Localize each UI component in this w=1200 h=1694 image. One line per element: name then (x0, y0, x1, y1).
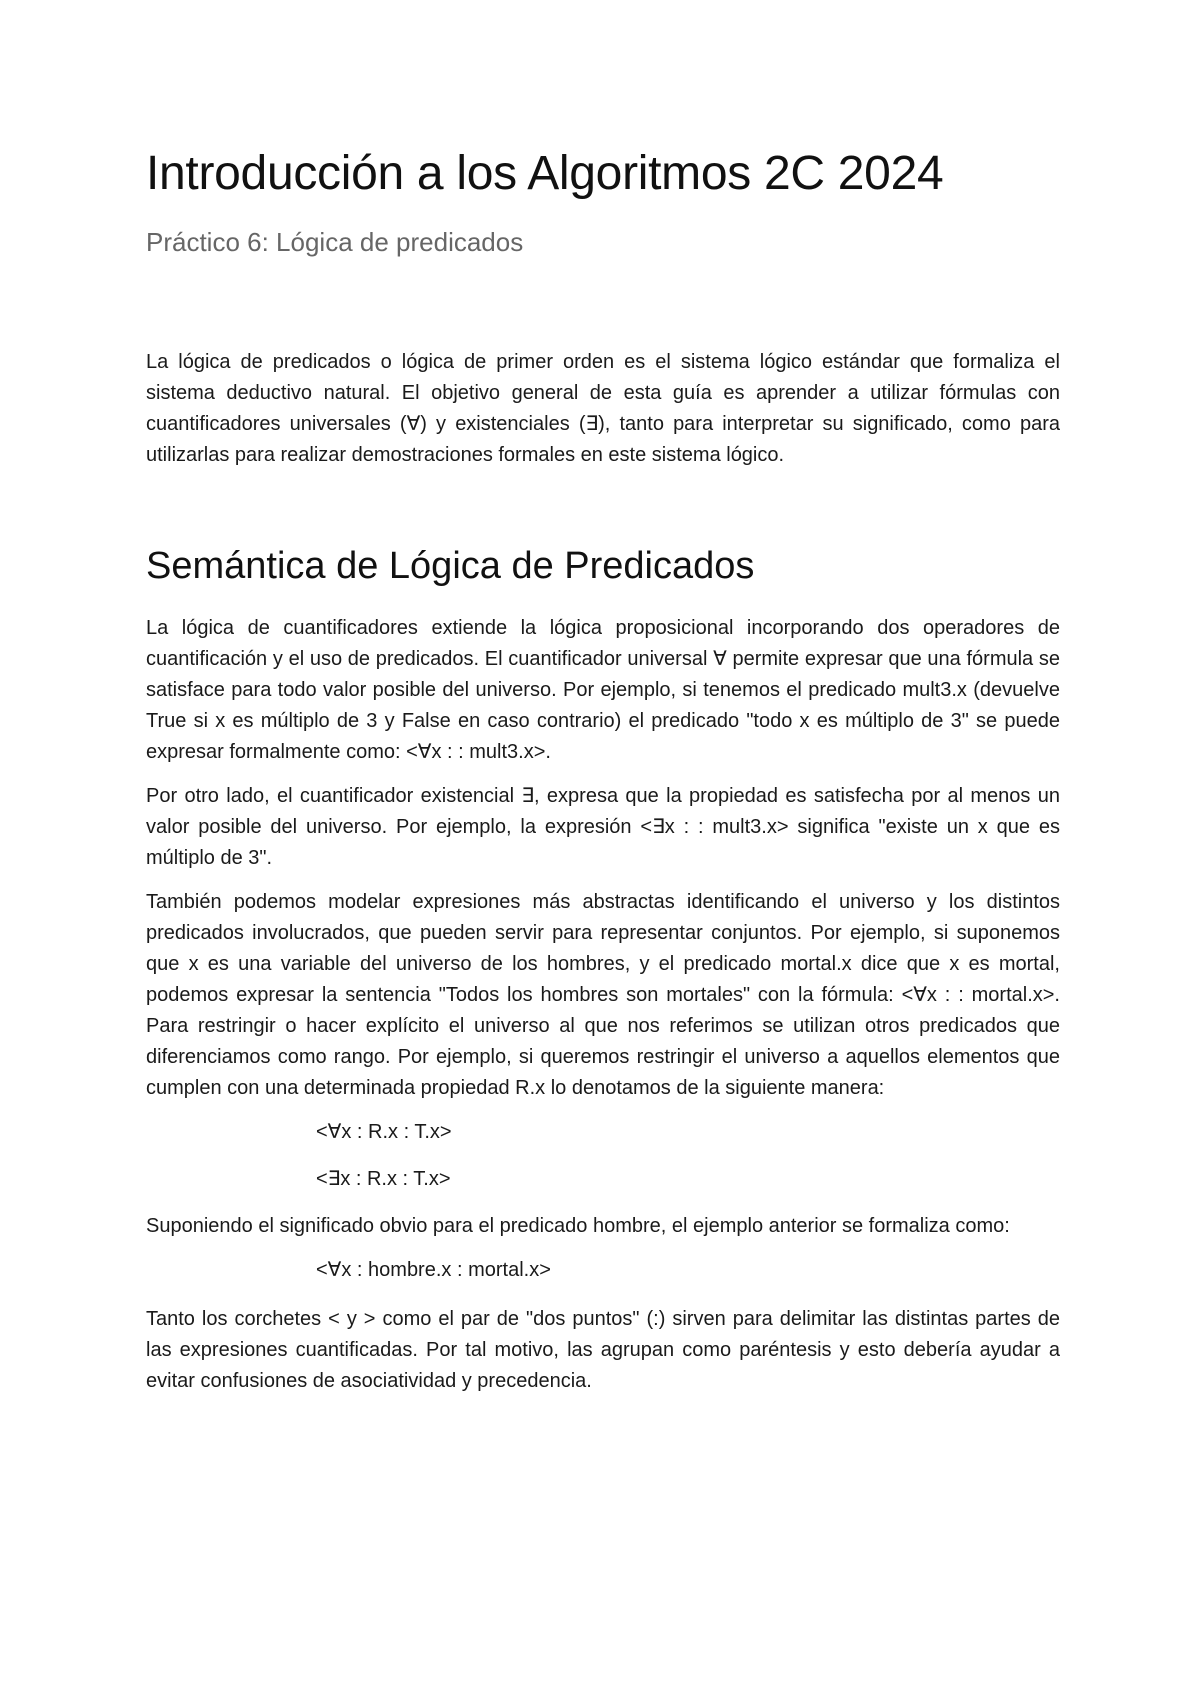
section-heading: Semántica de Lógica de Predicados (146, 545, 755, 587)
document-title: Introducción a los Algoritmos 2C 2024 (146, 147, 944, 200)
paragraph-1: La lógica de cuantificadores extiende la lógica proposicional incorporando dos operadores de cuantificación y el uso de predicados. El cuantificador universal ∀ permite expresar que una fórmula se satisface para todo valor posible del universo. Por ejemplo, si tenemos el predicado mult3.x (devuelve True si x es múltiplo de 3 y False en caso contrario) el predicado "todo x es múltiplo de 3" se puede expresar formalmente como: <∀x : : mult3.x>. (146, 617, 1060, 763)
paragraph-5: Tanto los corchetes < y > como el par de "dos puntos" (:) sirven para delimitar las distintas partes de las expresiones cuantificadas. Por tal motivo, las agrupan como paréntesis y esto debería ayudar a evitar confusiones de asociatividad y precedencia. (146, 1308, 1060, 1392)
intro-paragraph: La lógica de predicados o lógica de primer orden es el sistema lógico estándar que formaliza el sistema deductivo natural. El objetivo general de esta guía es aprender a utilizar fórmulas con cuantificadores universales (∀) y existenciales (∃), tanto para interpretar su significado, como para utilizarlas para realizar demostraciones formales en este sistema lógico. (146, 351, 1060, 466)
formula-universal-range: <∀x : R.x : T.x> (316, 1121, 452, 1143)
section-semantics (146, 545, 1060, 1410)
formula-hombre-mortal: <∀x : hombre.x : mortal.x> (316, 1259, 551, 1281)
intro-block (146, 347, 1060, 484)
paragraph-3: También podemos modelar expresiones más abstractas identificando el universo y los distintos predicados involucrados, que pueden servir para representar conjuntos. Por ejemplo, si suponemos que x es una variable del universo de los hombres, y el predicado mortal.x dice que x es mortal, podemos expresar la sentencia "Todos los hombres son mortales" con la fórmula: <∀x : : mortal.x>. Para restringir o hacer explícito el universo al que nos referimos se utilizan otros predicados que diferenciamos como rango. Por ejemplo, si queremos restringir el universo a aquellos elementos que cumplen con una determinada propiedad R.x lo denotamos de la siguiente manera: (146, 891, 1060, 1099)
paragraph-4: Suponiendo el significado obvio para el predicado hombre, el ejemplo anterior se formaliza como: (146, 1215, 1010, 1237)
paragraph-2: Por otro lado, el cuantificador existencial ∃, expresa que la propiedad es satisfecha por al menos un valor posible del universo. Por ejemplo, la expresión <∃x : : mult3.x> significa "existe un x que es múltiplo de 3". (146, 785, 1060, 869)
formula-existential-range: <∃x : R.x : T.x> (316, 1168, 451, 1190)
document-subtitle: Práctico 6: Lógica de predicados (146, 227, 524, 257)
